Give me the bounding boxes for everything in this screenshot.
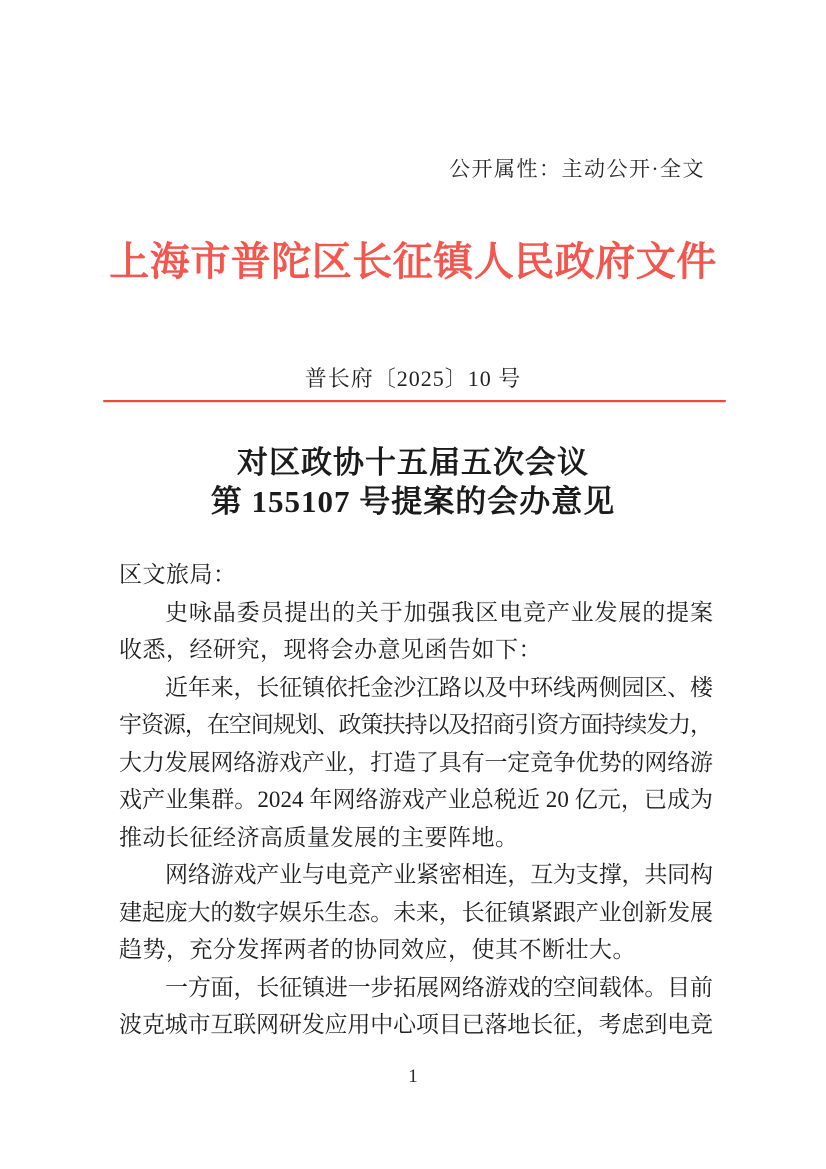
body-line bbox=[119, 706, 713, 744]
body-line bbox=[119, 594, 713, 632]
body-line bbox=[119, 856, 713, 894]
body-line-text: 史咏晶委员提出的关于加强我区电竞产业发展的提案 bbox=[165, 599, 714, 625]
document-title bbox=[0, 443, 826, 521]
body-line-text: 趋势，充分发挥两者的协同效应，使其不断壮大。 bbox=[119, 937, 636, 962]
body-line-text: 一方面，长征镇进一步拓展网络游戏的空间载体。目前 bbox=[165, 974, 713, 1000]
body-line-text: 建起庞大的数字娱乐生态。未来，长征镇紧跟产业创新发展 bbox=[119, 899, 713, 925]
body-line-text: 戏产业集群。2024 年网络游戏产业总税近 20 亿元，已成为 bbox=[119, 787, 714, 812]
body-line bbox=[119, 931, 713, 969]
body-line-text: 网络游戏产业与电竞产业紧密相连，互为支撑，共同构 bbox=[165, 862, 713, 887]
body-line bbox=[119, 556, 713, 594]
document-title-line1: 对区政协十五届五次会议 bbox=[237, 445, 589, 480]
body-line-text: 收悉，经研究，现将会办意见函告如下： bbox=[119, 637, 542, 662]
body-line bbox=[119, 669, 713, 707]
document-title-line2: 第 155107 号提案的会办意见 bbox=[210, 484, 616, 519]
body-line-text: 推动长征经济高质量发展的主要阵地。 bbox=[119, 824, 519, 850]
page-number: 1 bbox=[408, 1066, 418, 1087]
body-line-text: 近年来，长征镇依托金沙江路以及中环线两侧园区、楼 bbox=[165, 674, 713, 700]
issuing-authority-title: 上海市普陀区长征镇人民政府文件 bbox=[109, 239, 717, 284]
body-line bbox=[119, 781, 713, 819]
document-body bbox=[119, 556, 713, 1044]
body-line-text: 大力发展网络游戏产业，打造了具有一定竞争优势的网络游 bbox=[119, 749, 713, 775]
body-line bbox=[119, 894, 713, 932]
body-line-text: 区文旅局： bbox=[119, 562, 237, 587]
disclosure-attribute-label: 公开属性：主动公开·全文 bbox=[449, 157, 705, 181]
document-number: 普长府〔2025〕10 号 bbox=[304, 366, 522, 391]
red-divider-line bbox=[103, 400, 726, 402]
body-line-text: 宇资源，在空间规划、政策扶持以及招商引资方面持续发力， bbox=[119, 712, 712, 737]
body-line bbox=[119, 819, 713, 857]
body-line bbox=[119, 1006, 713, 1044]
body-line bbox=[119, 631, 713, 669]
body-line bbox=[119, 744, 713, 782]
body-line-text: 波克城市互联网研发应用中心项目已落地长征，考虑到电竞 bbox=[119, 1012, 713, 1037]
body-line bbox=[119, 969, 713, 1007]
